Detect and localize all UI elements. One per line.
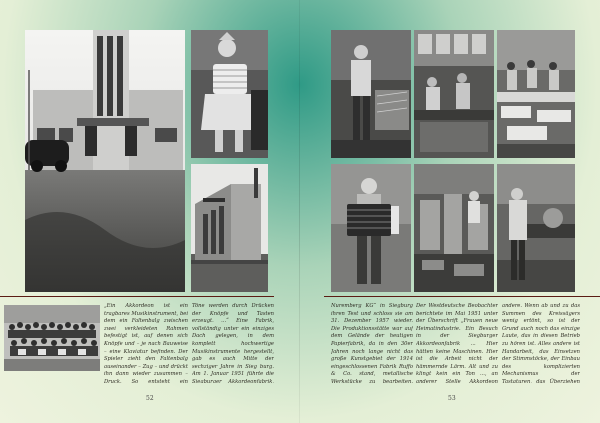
photo-factory-building [25,30,185,292]
photo-worker-machine [497,164,575,292]
page-number-right: 53 [448,395,456,402]
photo-worker-workbench [331,30,411,158]
photo-woodshop [414,164,494,292]
right-col3: andere. Wenn ab und zu das Summen des Kreissägers wenig ertönt, so ist der Grund auch noch das einzige Laute, das in diesen Betrieb zu hören ist. Alles andere ist Handarbeit, das Einsetzen der Stimmstöcke, der Einbau des komplizierten Mechanismus der Tastaturen, das Überziehen [502,303,580,383]
photo-akkordeon-factory [191,164,268,292]
page-number-left: 52 [146,395,154,402]
photo-group-children [4,305,100,371]
photo-workshop-interior [414,30,494,158]
right-col1: Nuremberg KG“ in Siegburg ihren Test und schloss sie am 31. Dezember 1957 wieder. Die Produktionsstätte war auf dem Gelände der heutigen Papierfabrik, da in den 30er Jahren noch lange nicht das große Kunstgebiet der 1914 eingeschlossenen Fabrik Ruffo & Co. stand, metallische Werkstücke zu bearbeiten. [331,303,413,383]
right-col2: Der Westdeutsche Beobachter berichtete im Mai 1951 unter der Überschrift „Frauen neue Heimatindustrie. Ein Besuch in der Siegburger Akkordeonfabrik ... Hier hätten keine Maschinen. Hier ist die Arbeit nicht der hämmernde Lärm. Alt und zu klingt kein ein Ton ..., an anderer Stelle Akkordeon [416,303,498,383]
page-gutter [299,0,300,423]
left-caption-col1: „Ein Akkordeon ist ein tragbares Musikinstrument, bei dem ein Faltenbalg zwischen zwei verkleideten Rahmen befestigt ist, auf denen sich Knöpfe und – je nach Bauweise – eine Klaviatur befinden. Der Spieler zieht den Faltenbalg auseinander – Zug – und drückt ihn dann wieder zusammen – Druck. So entsteht ein [104,303,188,383]
right-rule [324,296,600,297]
photo-man-playing-accordion [331,164,411,292]
photo-workshop-benches [497,30,575,158]
left-caption-col2: Töne werden durch Drücken der Knöpfe und Tasten erzeugt. ...“ Eine Fabrik, vollständig unter ein einziges Dach gelegen, in dem komplett hochwertige Musikinstrumente hergestellt, gab es auch Mitte der sechziger Jahre in Sieg burg. Am 1. Januar 1951 führte die Siegburger Akkordeonfabrik, [192,303,274,383]
left-rule [0,296,274,297]
photo-child-accordion [191,30,268,158]
